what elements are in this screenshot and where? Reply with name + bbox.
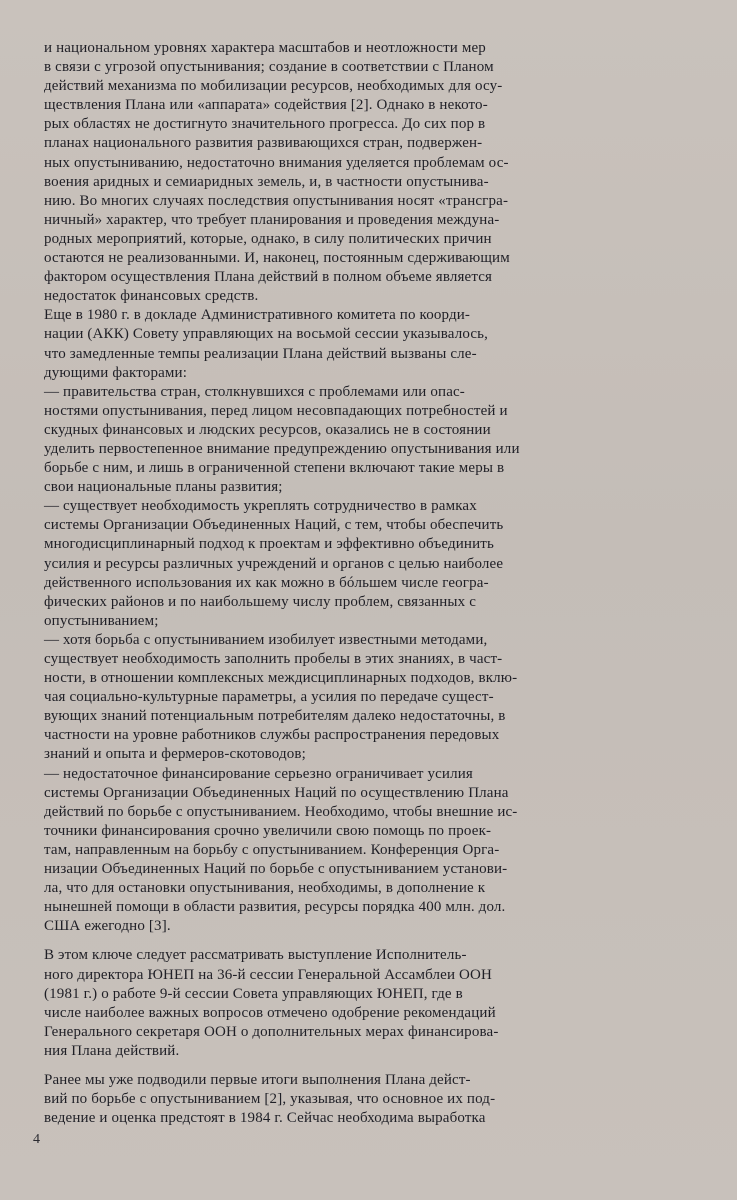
paragraph-6-bullet: — недостаточное финансирование серьезно ограничивает усилия системы Организации Объединенных Наций по осуществлению Плана действий по борьбе с опустыниванием. Необходимо, чтобы внешние ис- точники финансирования срочно увеличили свою помощь по проек- там, направленным на борьбу с опустыниванием. Конференция Орга- низации Объединенных Наций по борьбе с опустыниванием установи- ла, что для остановки опустынивания, необходимы, в дополнение к нынешней помощи в области развития, ресурсы порядка 400 млн. дол. США ежегодно [3].	[44, 765, 518, 935]
page-number: 4	[33, 1132, 40, 1147]
paragraph-5-bullet: — хотя борьба с опустыниванием изобилует известными методами, существует необходимость заполнить пробелы в этих знаниях, в част- ности, в отношении комплексных междисциплинарных подходов, вклю- чая социально-культурные параметры, а усилия по передаче сущест- вующих знаний потенциальным потребителям далеко недостаточны, в частности на уровне работников службы распространения передовых знаний и опыта и фермеров-скотоводов;	[44, 631, 518, 763]
paragraph-2: Еще в 1980 г. в докладе Административного комитета по коорди- нации (АКК) Совету управляющих на восьмой сессии указывалось, что замедленные темпы реализации Плана действий вызваны сле- дующими факторами:	[44, 307, 489, 381]
paragraph-8: Ранее мы уже подводили первые итоги выполнения Плана дейст- вий по борьбе с опустыниванием [2], указывая, что основное их под- ведение и оценка предстоят в 1984 г. Сейчас необходима выработка	[44, 1071, 496, 1127]
paragraph-3-bullet: — правительства стран, столкнувшихся с проблемами или опас- ностями опустынивания, перед лицом несовпадающих потребностей и скудных финансовых и людских ресурсов, оказались не в состоянии уделить первостепенное внимание предупреждению опустынивания или борьбе с ним, и лишь в ограниченной степени включают такие меры в свои национальные планы развития;	[44, 383, 520, 496]
paragraph-1: и национальном уровнях характера масштабов и неотложности мер в связи с угрозой опустынивания; создание в соответствии с Планом действий механизма по мобилизации ресурсов, необходимых для осу- ществления Плана или «аппарата» содействия [2]. Однако в некото- рых областях не достигнуто значительного прогресса. До сих пор в планах национального развития развивающихся стран, подвержен- ных опустыниванию, недостаточно внимания уделяется проблемам ос- воения аридных и семиаридных земель, и, в частности опустынива- нию. Во многих случаях последствия опустынивания носят «трансгра- ничный» характер, что требует планирования и проведения междуна- родных мероприятий, которые, однако, в силу политических причин остаются не реализованными. И, наконец, постоянным сдерживающим фактором осуществления Плана действий в полном объеме является недостаток финансовых средств.	[44, 40, 510, 305]
paragraph-7: В этом ключе следует рассматривать выступление Исполнитель- ного директора ЮНЕП на 36-й сессии Генеральной Ассамблеи ООН (1981 г.) о работе 9-й сессии Совета управляющих ЮНЕП, где в числе наиболее важных вопросов отмечено одобрение рекомендаций Генерального секретаря ООН о дополнительных мерах финансирова- ния Плана действий.	[44, 947, 499, 1059]
text-column	[44, 39, 696, 1128]
paragraph-4-bullet: — существует необходимость укреплять сотрудничество в рамках системы Организации Объединенных Наций, с тем, чтобы обеспечить многодисциплинарный подход к проектам и эффективно объединить усилия и ресурсы различных учреждений и органов с целью наиболее действенного использования их как можно в бóльшем числе геогра- фических районов и по наибольшему числу проблем, связанных с опустыниванием;	[44, 498, 504, 629]
